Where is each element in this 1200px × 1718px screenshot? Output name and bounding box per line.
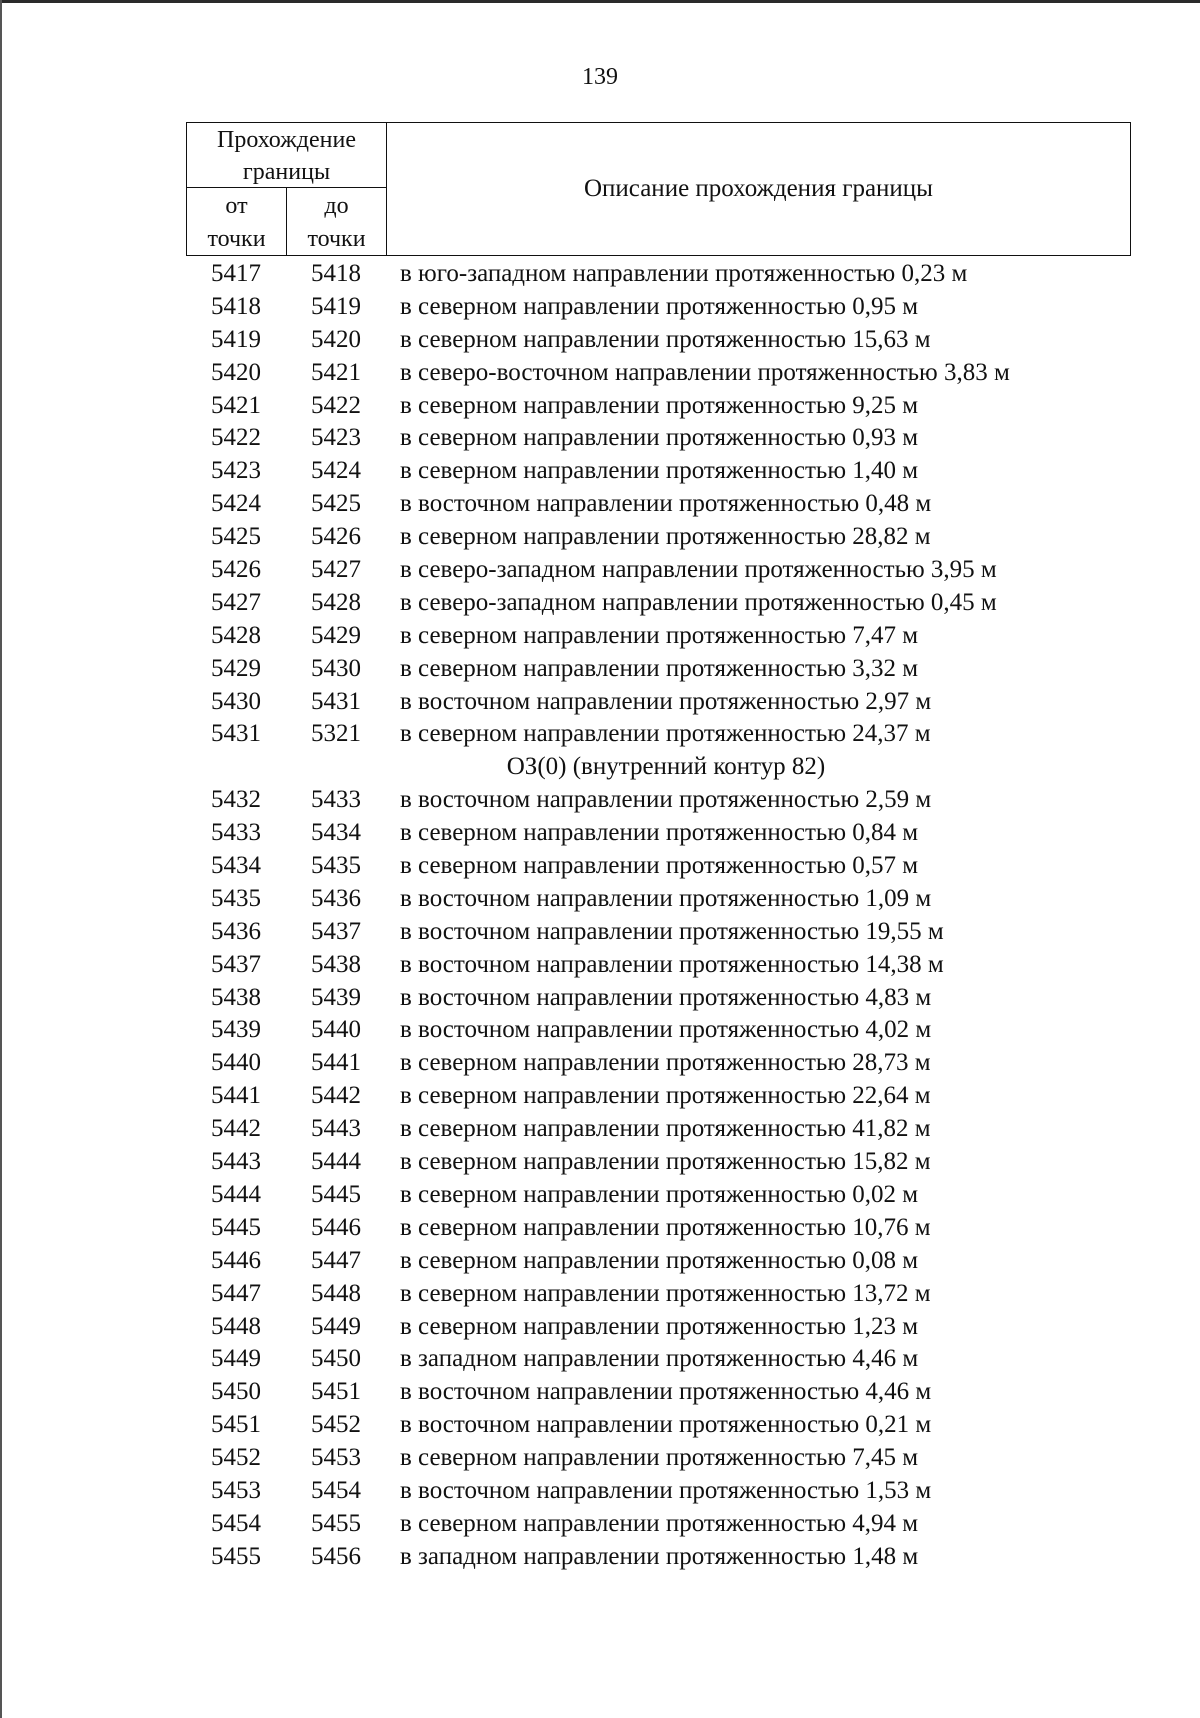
table-row: [186, 1442, 1146, 1475]
description-cell: в восточном направлении протяженностью 2,97 м: [400, 687, 932, 715]
from-point-cell: 5437: [211, 950, 261, 978]
from-point-cell: 5421: [211, 391, 261, 419]
table-row: [186, 1278, 1146, 1311]
to-point-cell: 5425: [311, 490, 361, 518]
to-point-cell: 5451: [311, 1378, 361, 1406]
table-row: [186, 488, 1146, 521]
from-point-cell: 5435: [211, 884, 261, 912]
description-cell: в северном направлении протяженностью 28,73 м: [400, 1049, 931, 1077]
description-cell: в западном направлении протяженностью 1,48 м: [400, 1542, 919, 1570]
description-cell: в северном направлении протяженностью 15,82 м: [400, 1148, 931, 1176]
from-point-cell: 5436: [211, 917, 261, 945]
to-point-cell: 5419: [311, 292, 361, 320]
from-point-cell: 5448: [211, 1312, 261, 1340]
description-cell: в западном направлении протяженностью 4,46 м: [400, 1345, 919, 1373]
table-header: [186, 122, 1131, 256]
to-point-cell: 5321: [311, 720, 361, 748]
to-point-cell: 5446: [311, 1213, 361, 1241]
table-row: [186, 587, 1146, 620]
table-row: [186, 850, 1146, 883]
from-point-cell: 5438: [211, 983, 261, 1011]
table-row: [186, 455, 1146, 488]
description-cell: в северном направлении протяженностью 1,23 м: [400, 1312, 919, 1340]
table-row: [186, 916, 1146, 949]
description-cell: в северном направлении протяженностью 7,47 м: [400, 621, 919, 649]
from-point-cell: 5445: [211, 1213, 261, 1241]
description-cell: в восточном направлении протяженностью 1,53 м: [400, 1476, 932, 1504]
header-from-line2: точки: [207, 226, 266, 252]
to-point-cell: 5443: [311, 1115, 361, 1143]
header-to-line1: до: [324, 193, 349, 219]
to-point-cell: 5421: [311, 358, 361, 386]
table-row: [186, 1080, 1146, 1113]
from-point-cell: 5443: [211, 1148, 261, 1176]
from-point-cell: 5419: [211, 325, 261, 353]
from-point-cell: 5417: [211, 260, 261, 287]
table-row: [186, 1508, 1146, 1541]
header-to-point: [287, 188, 387, 256]
from-point-cell: 5449: [211, 1345, 261, 1373]
description-cell: в северном направлении протяженностью 3,32 м: [400, 654, 919, 682]
table-row: [186, 1113, 1146, 1146]
to-point-cell: 5433: [311, 786, 361, 814]
table-row: [186, 390, 1146, 423]
table-row: [186, 949, 1146, 982]
to-point-cell: 5448: [311, 1279, 361, 1307]
from-point-cell: 5418: [211, 292, 261, 320]
description-cell: в северном направлении протяженностью 9,25 м: [400, 391, 919, 419]
from-point-cell: 5433: [211, 819, 261, 847]
to-point-cell: 5438: [311, 950, 361, 978]
table-row: [186, 1047, 1146, 1080]
table-row: [186, 1212, 1146, 1245]
table-row: [186, 1311, 1146, 1344]
from-point-cell: 5422: [211, 424, 261, 452]
from-point-cell: 5450: [211, 1378, 261, 1406]
from-point-cell: 5444: [211, 1180, 261, 1208]
description-cell: в северном направлении протяженностью 0,08 м: [400, 1246, 919, 1274]
to-point-cell: 5424: [311, 457, 361, 485]
to-point-cell: 5439: [311, 983, 361, 1011]
to-point-cell: 5430: [311, 654, 361, 682]
table-row: [186, 1409, 1146, 1442]
from-point-cell: 5432: [211, 786, 261, 814]
header-to-line2: точки: [307, 226, 366, 252]
to-point-cell: 5444: [311, 1148, 361, 1176]
description-cell: в восточном направлении протяженностью 19,55 м: [400, 917, 944, 945]
to-point-cell: 5441: [311, 1049, 361, 1077]
to-point-cell: 5450: [311, 1345, 361, 1373]
from-point-cell: 5434: [211, 852, 261, 880]
from-point-cell: 5428: [211, 621, 261, 649]
description-cell: в северном направлении протяженностью 15,63 м: [400, 325, 931, 353]
from-point-cell: 5441: [211, 1082, 261, 1110]
header-from-point: [187, 188, 287, 256]
from-point-cell: 5442: [211, 1115, 261, 1143]
description-cell: в восточном направлении протяженностью 1,09 м: [400, 884, 932, 912]
table-row: [186, 258, 1146, 291]
scan-edge-top: [0, 0, 1200, 3]
to-point-cell: 5440: [311, 1016, 361, 1044]
description-cell: в юго-западном направлении протяженностью 0,23 м: [400, 260, 968, 287]
table-row: [186, 784, 1146, 817]
description-cell: в восточном направлении протяженностью 2,59 м: [400, 786, 932, 814]
table-row: [186, 324, 1146, 357]
description-cell: в восточном направлении протяженностью 0,48 м: [400, 490, 932, 518]
section-label: ОЗ(0) (внутренний контур 82): [506, 753, 826, 781]
description-cell: в восточном направлении протяженностью 4,46 м: [400, 1378, 932, 1406]
table-row: [186, 1475, 1146, 1508]
table-row: [186, 1179, 1146, 1212]
to-point-cell: 5418: [311, 260, 361, 287]
from-point-cell: 5429: [211, 654, 261, 682]
description-cell: в северном направлении протяженностью 28,82 м: [400, 523, 931, 551]
header-group-line1: Прохождение: [216, 127, 356, 153]
description-cell: в северо-западном направлении протяженностью 0,45 м: [400, 588, 997, 616]
table-row: [186, 686, 1146, 719]
header-boundary-passage: [187, 123, 387, 188]
to-point-cell: 5437: [311, 917, 361, 945]
to-point-cell: 5456: [311, 1542, 361, 1570]
header-group-line2: границы: [242, 159, 331, 185]
section-heading-row: [186, 751, 1146, 784]
table-row: [186, 718, 1146, 751]
table-row: [186, 1343, 1146, 1376]
table-row: [186, 1014, 1146, 1047]
from-point-cell: 5440: [211, 1049, 261, 1077]
description-cell: в северном направлении протяженностью 0,84 м: [400, 819, 919, 847]
header-from-line1: от: [225, 193, 248, 219]
table-row: [186, 817, 1146, 850]
description-cell: в восточном направлении протяженностью 14,38 м: [400, 950, 944, 978]
table-row: [186, 554, 1146, 587]
table-row: [186, 982, 1146, 1015]
to-point-cell: 5431: [311, 687, 361, 715]
from-point-cell: 5420: [211, 358, 261, 386]
scan-edge-left: [0, 0, 2, 1718]
description-cell: в северном направлении протяженностью 22,64 м: [400, 1082, 931, 1110]
to-point-cell: 5447: [311, 1246, 361, 1274]
description-cell: в восточном направлении протяженностью 4,02 м: [400, 1016, 932, 1044]
to-point-cell: 5445: [311, 1180, 361, 1208]
description-cell: в северном направлении протяженностью 13,72 м: [400, 1279, 931, 1307]
table-row: [186, 883, 1146, 916]
from-point-cell: 5447: [211, 1279, 261, 1307]
to-point-cell: 5455: [311, 1509, 361, 1537]
from-point-cell: 5454: [211, 1509, 261, 1537]
description-cell: в северном направлении протяженностью 41,82 м: [400, 1115, 931, 1143]
table-row: [186, 357, 1146, 390]
description-cell: в северном направлении протяженностью 0,93 м: [400, 424, 919, 452]
description-cell: в восточном направлении протяженностью 4,83 м: [400, 983, 932, 1011]
description-cell: в северном направлении протяженностью 1,40 м: [400, 457, 919, 485]
to-point-cell: 5426: [311, 523, 361, 551]
header-description: Описание прохождения границы: [584, 174, 933, 202]
from-point-cell: 5453: [211, 1476, 261, 1504]
page-number: 139: [582, 64, 618, 90]
to-point-cell: 5423: [311, 424, 361, 452]
from-point-cell: 5425: [211, 523, 261, 551]
from-point-cell: 5423: [211, 457, 261, 485]
from-point-cell: 5427: [211, 588, 261, 616]
to-point-cell: 5427: [311, 556, 361, 584]
to-point-cell: 5453: [311, 1444, 361, 1472]
table-row: [186, 1376, 1146, 1409]
to-point-cell: 5422: [311, 391, 361, 419]
description-cell: в северном направлении протяженностью 10,76 м: [400, 1213, 931, 1241]
to-point-cell: 5449: [311, 1312, 361, 1340]
description-cell: в северном направлении протяженностью 0,02 м: [400, 1180, 919, 1208]
to-point-cell: 5429: [311, 621, 361, 649]
from-point-cell: 5446: [211, 1246, 261, 1274]
from-point-cell: 5451: [211, 1411, 261, 1439]
from-point-cell: 5439: [211, 1016, 261, 1044]
table-row: [186, 1541, 1146, 1574]
from-point-cell: 5426: [211, 556, 261, 584]
table-body: [186, 258, 1146, 1574]
to-point-cell: 5436: [311, 884, 361, 912]
from-point-cell: 5424: [211, 490, 261, 518]
table-row: [186, 620, 1146, 653]
from-point-cell: 5430: [211, 687, 261, 715]
to-point-cell: 5434: [311, 819, 361, 847]
to-point-cell: 5452: [311, 1411, 361, 1439]
from-point-cell: 5431: [211, 720, 261, 748]
to-point-cell: 5435: [311, 852, 361, 880]
table-row: [186, 422, 1146, 455]
table-row: [186, 291, 1146, 324]
table-row: [186, 1245, 1146, 1278]
description-cell: в северном направлении протяженностью 7,45 м: [400, 1444, 919, 1472]
description-cell: в восточном направлении протяженностью 0,21 м: [400, 1411, 932, 1439]
description-cell: в северном направлении протяженностью 0,95 м: [400, 292, 919, 320]
description-cell: в северном направлении протяженностью 24,37 м: [400, 720, 931, 748]
to-point-cell: 5420: [311, 325, 361, 353]
table-row: [186, 1146, 1146, 1179]
from-point-cell: 5452: [211, 1444, 261, 1472]
description-cell: в северо-восточном направлении протяженностью 3,83 м: [400, 358, 1010, 386]
table-row: [186, 653, 1146, 686]
to-point-cell: 5428: [311, 588, 361, 616]
description-cell: в северном направлении протяженностью 4,94 м: [400, 1509, 919, 1537]
table-row: [186, 521, 1146, 554]
description-cell: в северном направлении протяженностью 0,57 м: [400, 852, 919, 880]
description-cell: в северо-западном направлении протяженностью 3,95 м: [400, 556, 997, 584]
to-point-cell: 5442: [311, 1082, 361, 1110]
to-point-cell: 5454: [311, 1476, 361, 1504]
from-point-cell: 5455: [211, 1542, 261, 1570]
